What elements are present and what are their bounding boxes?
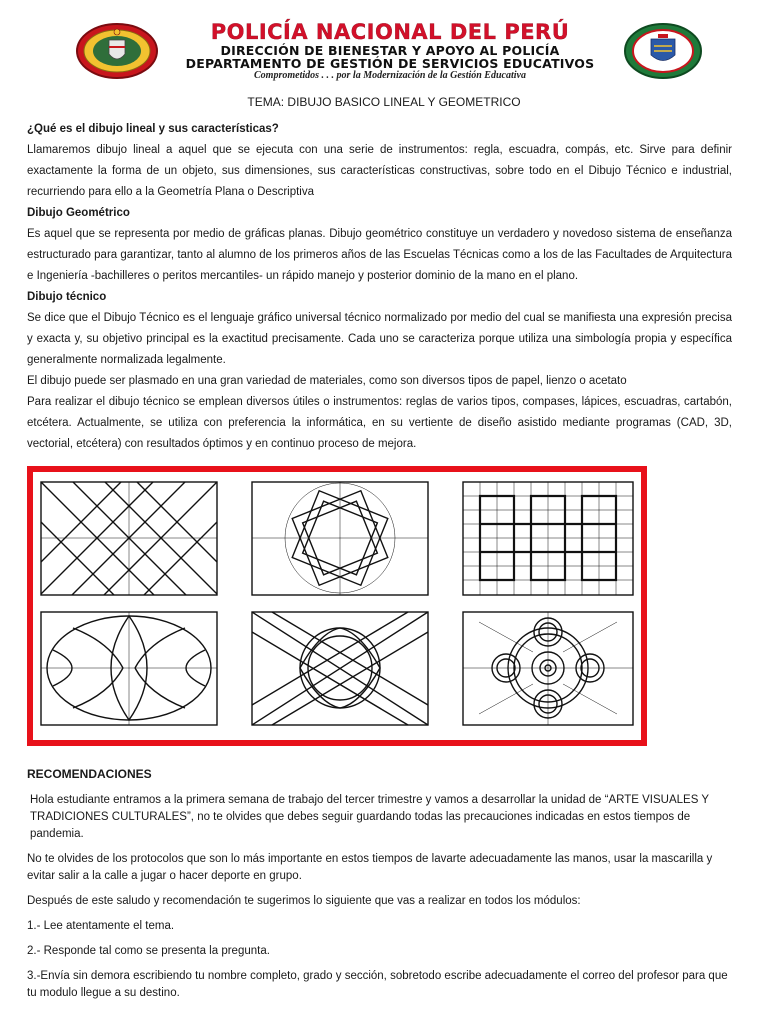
concentric-circles-drawing [463,612,633,725]
topic-title: TEMA: DIBUJO BASICO LINEAL Y GEOMETRICO [247,95,521,109]
octagon-knot-drawing [252,482,428,595]
motto: Comprometidos . . . por la Modernización de la Gestión Educativa [254,70,526,81]
section-paragraph: Es aquel que se representa por medio de gráficas planas. Dibujo geométrico constituye un verdadero y novedoso sistema de enseñanza estructurado para garantizar, tanto al alumno de los primeros años de las Escuelas Técnicas como a los de las Facultades de Arquitectura e Ingeniería -bachilleres o peritos mercantiles- un rápido manejo y posterior dominio de la mano en el plano. [27,228,732,282]
department-name: DEPARTAMENTO DE GESTIÓN DE SERVICIOS EDUCATIVOS [185,56,595,71]
square-interlace-grid-drawing [463,482,633,595]
section-heading: ¿Qué es el dibujo lineal y sus características? [27,123,279,135]
letterhead [74,20,706,82]
drawings-panel [33,472,641,740]
section-paragraph: El dibujo puede ser plasmado en una gran variedad de materiales, como son diversos tipos de papel, lienzo o acetato [27,375,627,387]
section-heading: Dibujo técnico [27,291,107,303]
section-paragraph: Para realizar el dibujo técnico se emplean diversos útiles o instrumentos: reglas de varios tipos, compases, lápices, escuadras, cartabón, etcétera. Actualmente, se utiliza con preferencia la informática, en su vertiente de diseño asistido mediante programas (CAD, 3D, vectorial, etcétera) con resultados óptimos y en continuo proceso de mejora. [27,396,732,450]
recommendations-section [27,766,735,1010]
vesica-circle-drawing [41,612,217,725]
recommendation-paragraph: No te olvides de los protocolos que son lo más importante en estos tiempos de lavarte adecuadamente las manos, usar la mascarilla y evitar salir a la calle a jugar o hacer deporte en grupo. [27,853,713,882]
recommendation-step: 2.- Responde tal como se presenta la pregunta. [27,945,270,957]
recommendations-title: RECOMENDACIONES [27,767,152,781]
education-shield-icon [620,22,706,80]
section-dibujo-tecnico [27,287,732,455]
institution-name: POLICÍA NACIONAL DEL PERÚ [210,20,570,44]
recommendation-paragraph: Después de este saludo y recomendación te sugerimos lo siguiente que vas a realizar en todos los módulos: [27,895,581,907]
section-paragraph: Llamaremos dibujo lineal a aquel que se ejecuta con una serie de instrumentos: regla, escuadra, compás, etc. Sirve para definir exactamente la forma de un objeto, sus dimensiones, sus características constructivas, sobre todo en el Dibujo Técnico e industrial, recurriendo para ello a la Geometría Plana o Descriptiva [27,144,732,198]
direction-name: DIRECCIÓN DE BIENESTAR Y APOYO AL POLICÍA [220,43,560,58]
diamond-lattice-drawing [41,482,217,595]
section-heading: Dibujo Geométrico [27,207,130,219]
section-paragraph: Se dice que el Dibujo Técnico es el lenguaje gráfico universal técnico normalizado por medio del cual se manifiesta una expresión precisa y exacta y, su objetivo principal es la exactitud precisamente. Cada uno se caracteriza porque utiliza una simbología propia y específica generalmente normalizada legalmente. [27,312,732,366]
geometric-drawings-figure [27,466,647,746]
police-crest-icon [74,22,160,80]
recommendation-step: 1.- Lee atentamente el tema. [27,920,175,932]
section-dibujo-lineal [27,119,732,203]
celtic-knot-drawing [252,612,428,725]
recommendation-step: 3.-Envía sin demora escribiendo tu nombre completo, grado y sección, sobretodo escribe adecuadamente el correo del profesor para que tu modulo llegue a su destino. [27,970,728,999]
section-dibujo-geometrico [27,203,732,287]
recommendation-paragraph: Hola estudiante entramos a la primera semana de trabajo del tercer trimestre y vamos a desarrollar la unidad de “ARTE VISUALES Y TRADICIONES CULTURALES”, no te olvides que debes seguir guardando todas las precauciones indicadas en estos tiempos de pandemia. [30,794,709,840]
